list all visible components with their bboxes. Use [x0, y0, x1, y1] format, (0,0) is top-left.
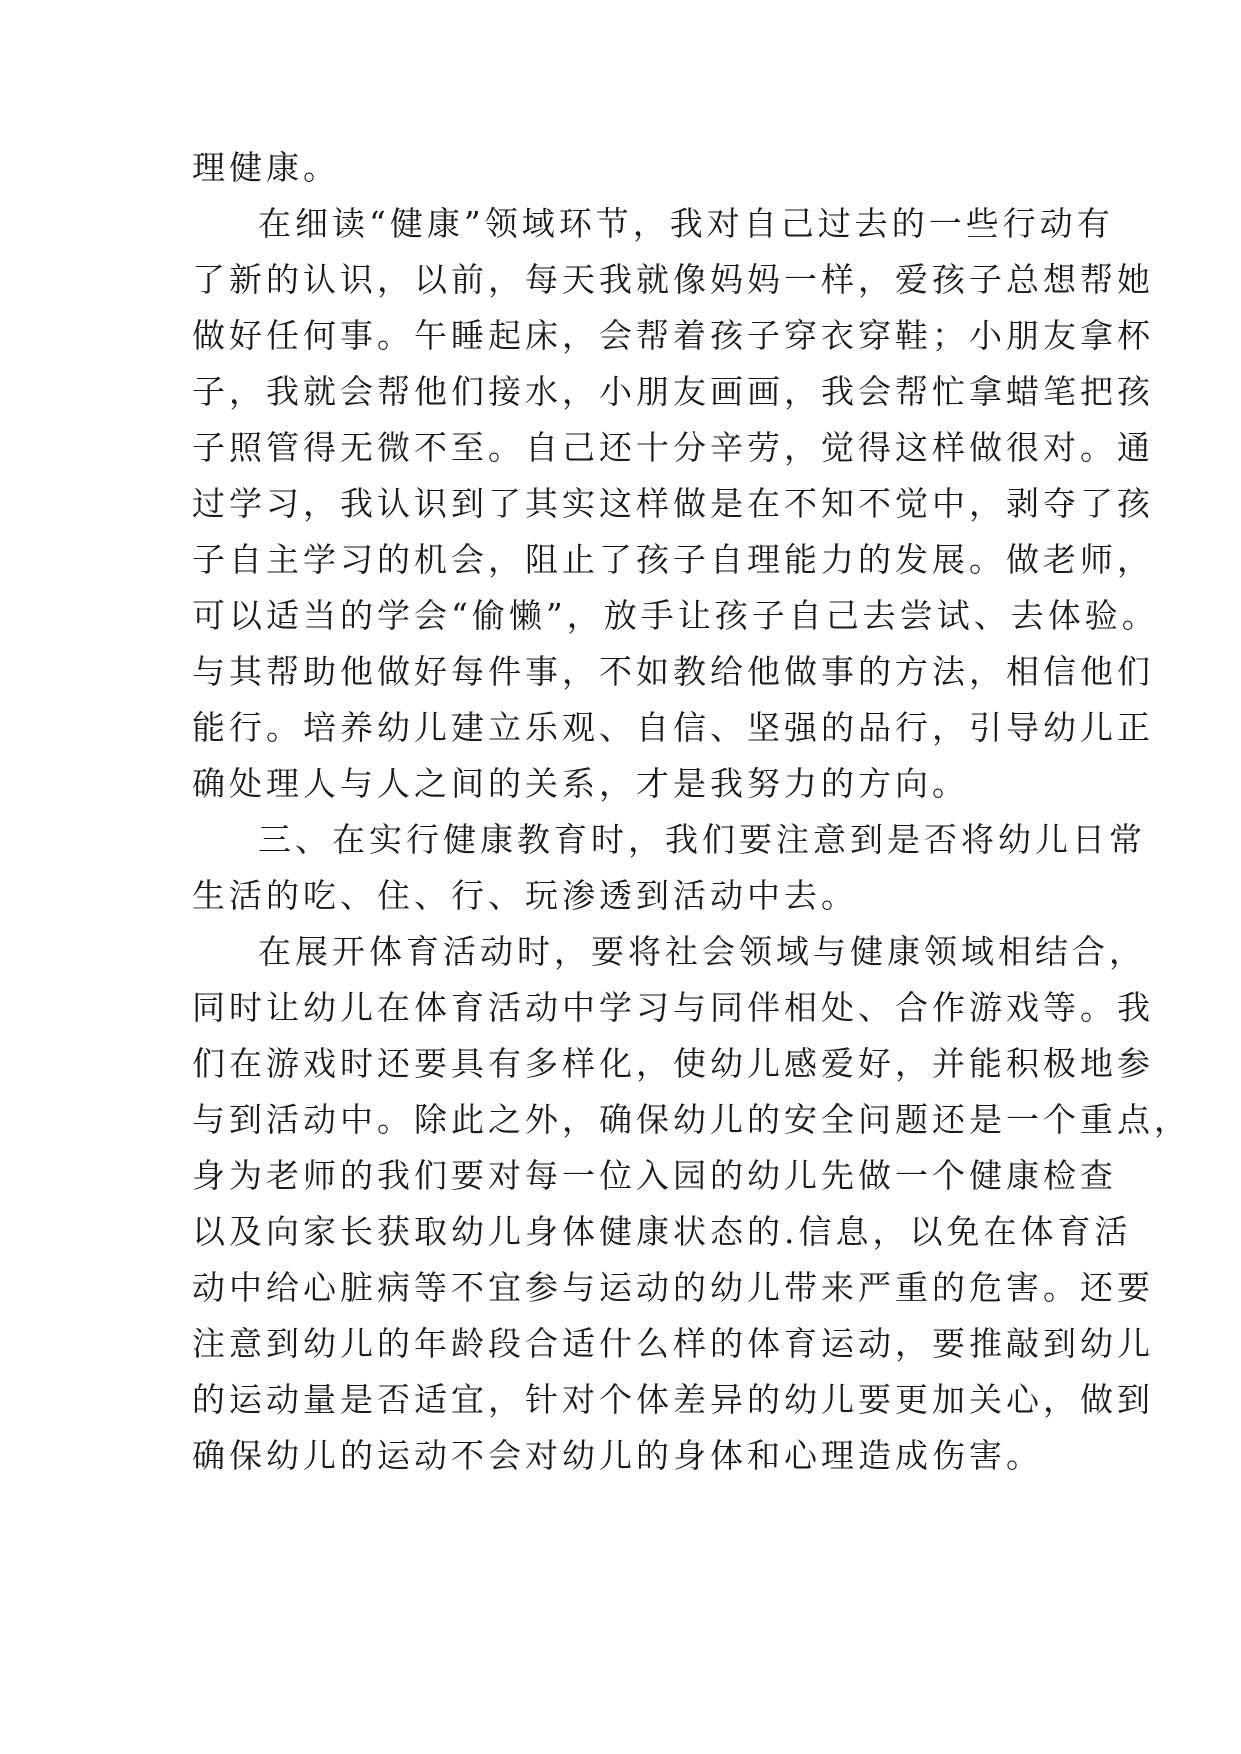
text-line: 同时让幼儿在体育活动中学习与同伴相处、合作游戏等。我	[192, 988, 1154, 1027]
section-heading-continued: 生活的吃、住、行、玩渗透到活动中去。	[192, 876, 858, 915]
text-line-paragraph-start: 在展开体育活动时，要将社会领域与健康领域相结合，	[258, 932, 1146, 971]
text-line: 理健康。	[192, 148, 340, 187]
text-line: 注意到幼儿的年龄段合适什么样的体育运动，要推敲到幼儿	[192, 1324, 1154, 1363]
text-line: 可以适当的学会“偷懒”，放手让孩子自己去尝试、去体验。	[192, 596, 1159, 635]
text-line: 能行。培养幼儿建立乐观、自信、坚强的品行，引导幼儿正	[192, 708, 1154, 747]
section-heading: 三、在实行健康教育时，我们要注意到是否将幼儿日常	[258, 820, 1146, 859]
text-line: 确保幼儿的运动不会对幼儿的身体和心理造成伤害。	[192, 1436, 1043, 1475]
text-line: 以及向家长获取幼儿身体健康状态的.信息，以免在体育活	[192, 1212, 1132, 1251]
text-line: 了新的认识，以前，每天我就像妈妈一样，爱孩子总想帮她	[192, 260, 1154, 299]
text-line: 们在游戏时还要具有多样化，使幼儿感爱好，并能积极地参	[192, 1044, 1154, 1083]
text-line-paragraph-start: 在细读“健康”领域环节，我对自己过去的一些行动有	[258, 204, 1114, 243]
text-line: 子自主学习的机会，阻止了孩子自理能力的发展。做老师，	[192, 540, 1154, 579]
text-line: 的运动量是否适宜，针对个体差异的幼儿要更加关心，做到	[192, 1380, 1154, 1419]
text-line: 与其帮助他做好每件事，不如教给他做事的方法，相信他们	[192, 652, 1154, 691]
text-line: 身为老师的我们要对每一位入园的幼儿先做一个健康检查	[192, 1156, 1117, 1195]
text-line: 动中给心脏病等不宜参与运动的幼儿带来严重的危害。还要	[192, 1268, 1154, 1307]
text-line: 子，我就会帮他们接水，小朋友画画，我会帮忙拿蜡笔把孩	[192, 372, 1154, 411]
text-line: 确处理人与人之间的关系，才是我努力的方向。	[192, 764, 969, 803]
text-line: 子照管得无微不至。自己还十分辛劳，觉得这样做很对。通	[192, 428, 1154, 467]
text-line: 做好任何事。午睡起床，会帮着孩子穿衣穿鞋；小朋友拿杯	[192, 316, 1154, 355]
text-line: 过学习，我认识到了其实这样做是在不知不觉中，剥夺了孩	[192, 484, 1154, 523]
text-line: 与到活动中。除此之外，确保幼儿的安全问题还是一个重点，	[192, 1100, 1191, 1139]
